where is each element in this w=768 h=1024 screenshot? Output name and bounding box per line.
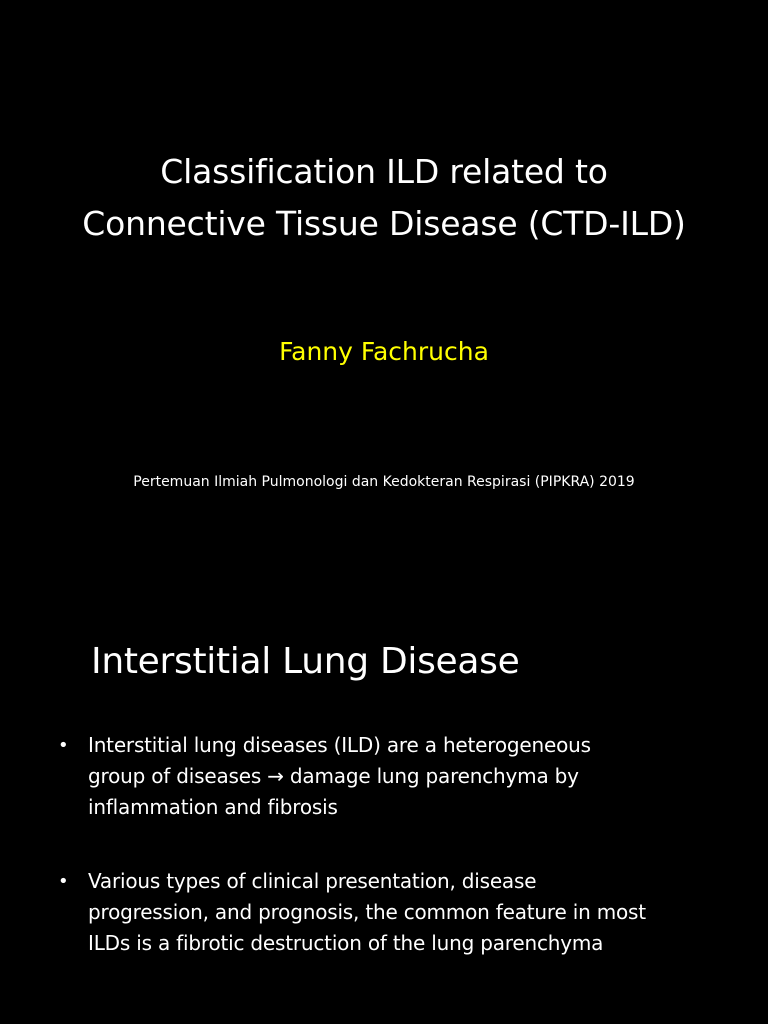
bullet-icon: • — [58, 871, 69, 892]
slide-title-line-1: Classification ILD related to — [160, 152, 608, 191]
bullet-text: Interstitial lung diseases (ILD) are a heterogeneous group of diseases → damage lung parenchyma by inflammation and fibrosis — [88, 733, 591, 819]
slide-title-line-2: Connective Tissue Disease (CTD-ILD) — [82, 204, 686, 243]
bullet-icon: • — [58, 735, 69, 756]
event-name: Pertemuan Ilmiah Pulmonologi dan Kedokteran Respirasi (PIPKRA) 2019 — [133, 474, 635, 490]
bullet-text: Various types of clinical presentation, disease progression, and prognosis, the common feature in most ILDs is a fibrotic destruction of the lung parenchyma — [88, 869, 646, 955]
content-slide — [0, 576, 768, 1024]
slide-heading: Interstitial Lung Disease — [91, 641, 520, 682]
bullet-list — [56, 730, 696, 1002]
list-item — [56, 866, 696, 959]
slide-title — [40, 146, 728, 250]
list-item — [56, 730, 696, 823]
author-name: Fanny Fachrucha — [279, 337, 489, 366]
